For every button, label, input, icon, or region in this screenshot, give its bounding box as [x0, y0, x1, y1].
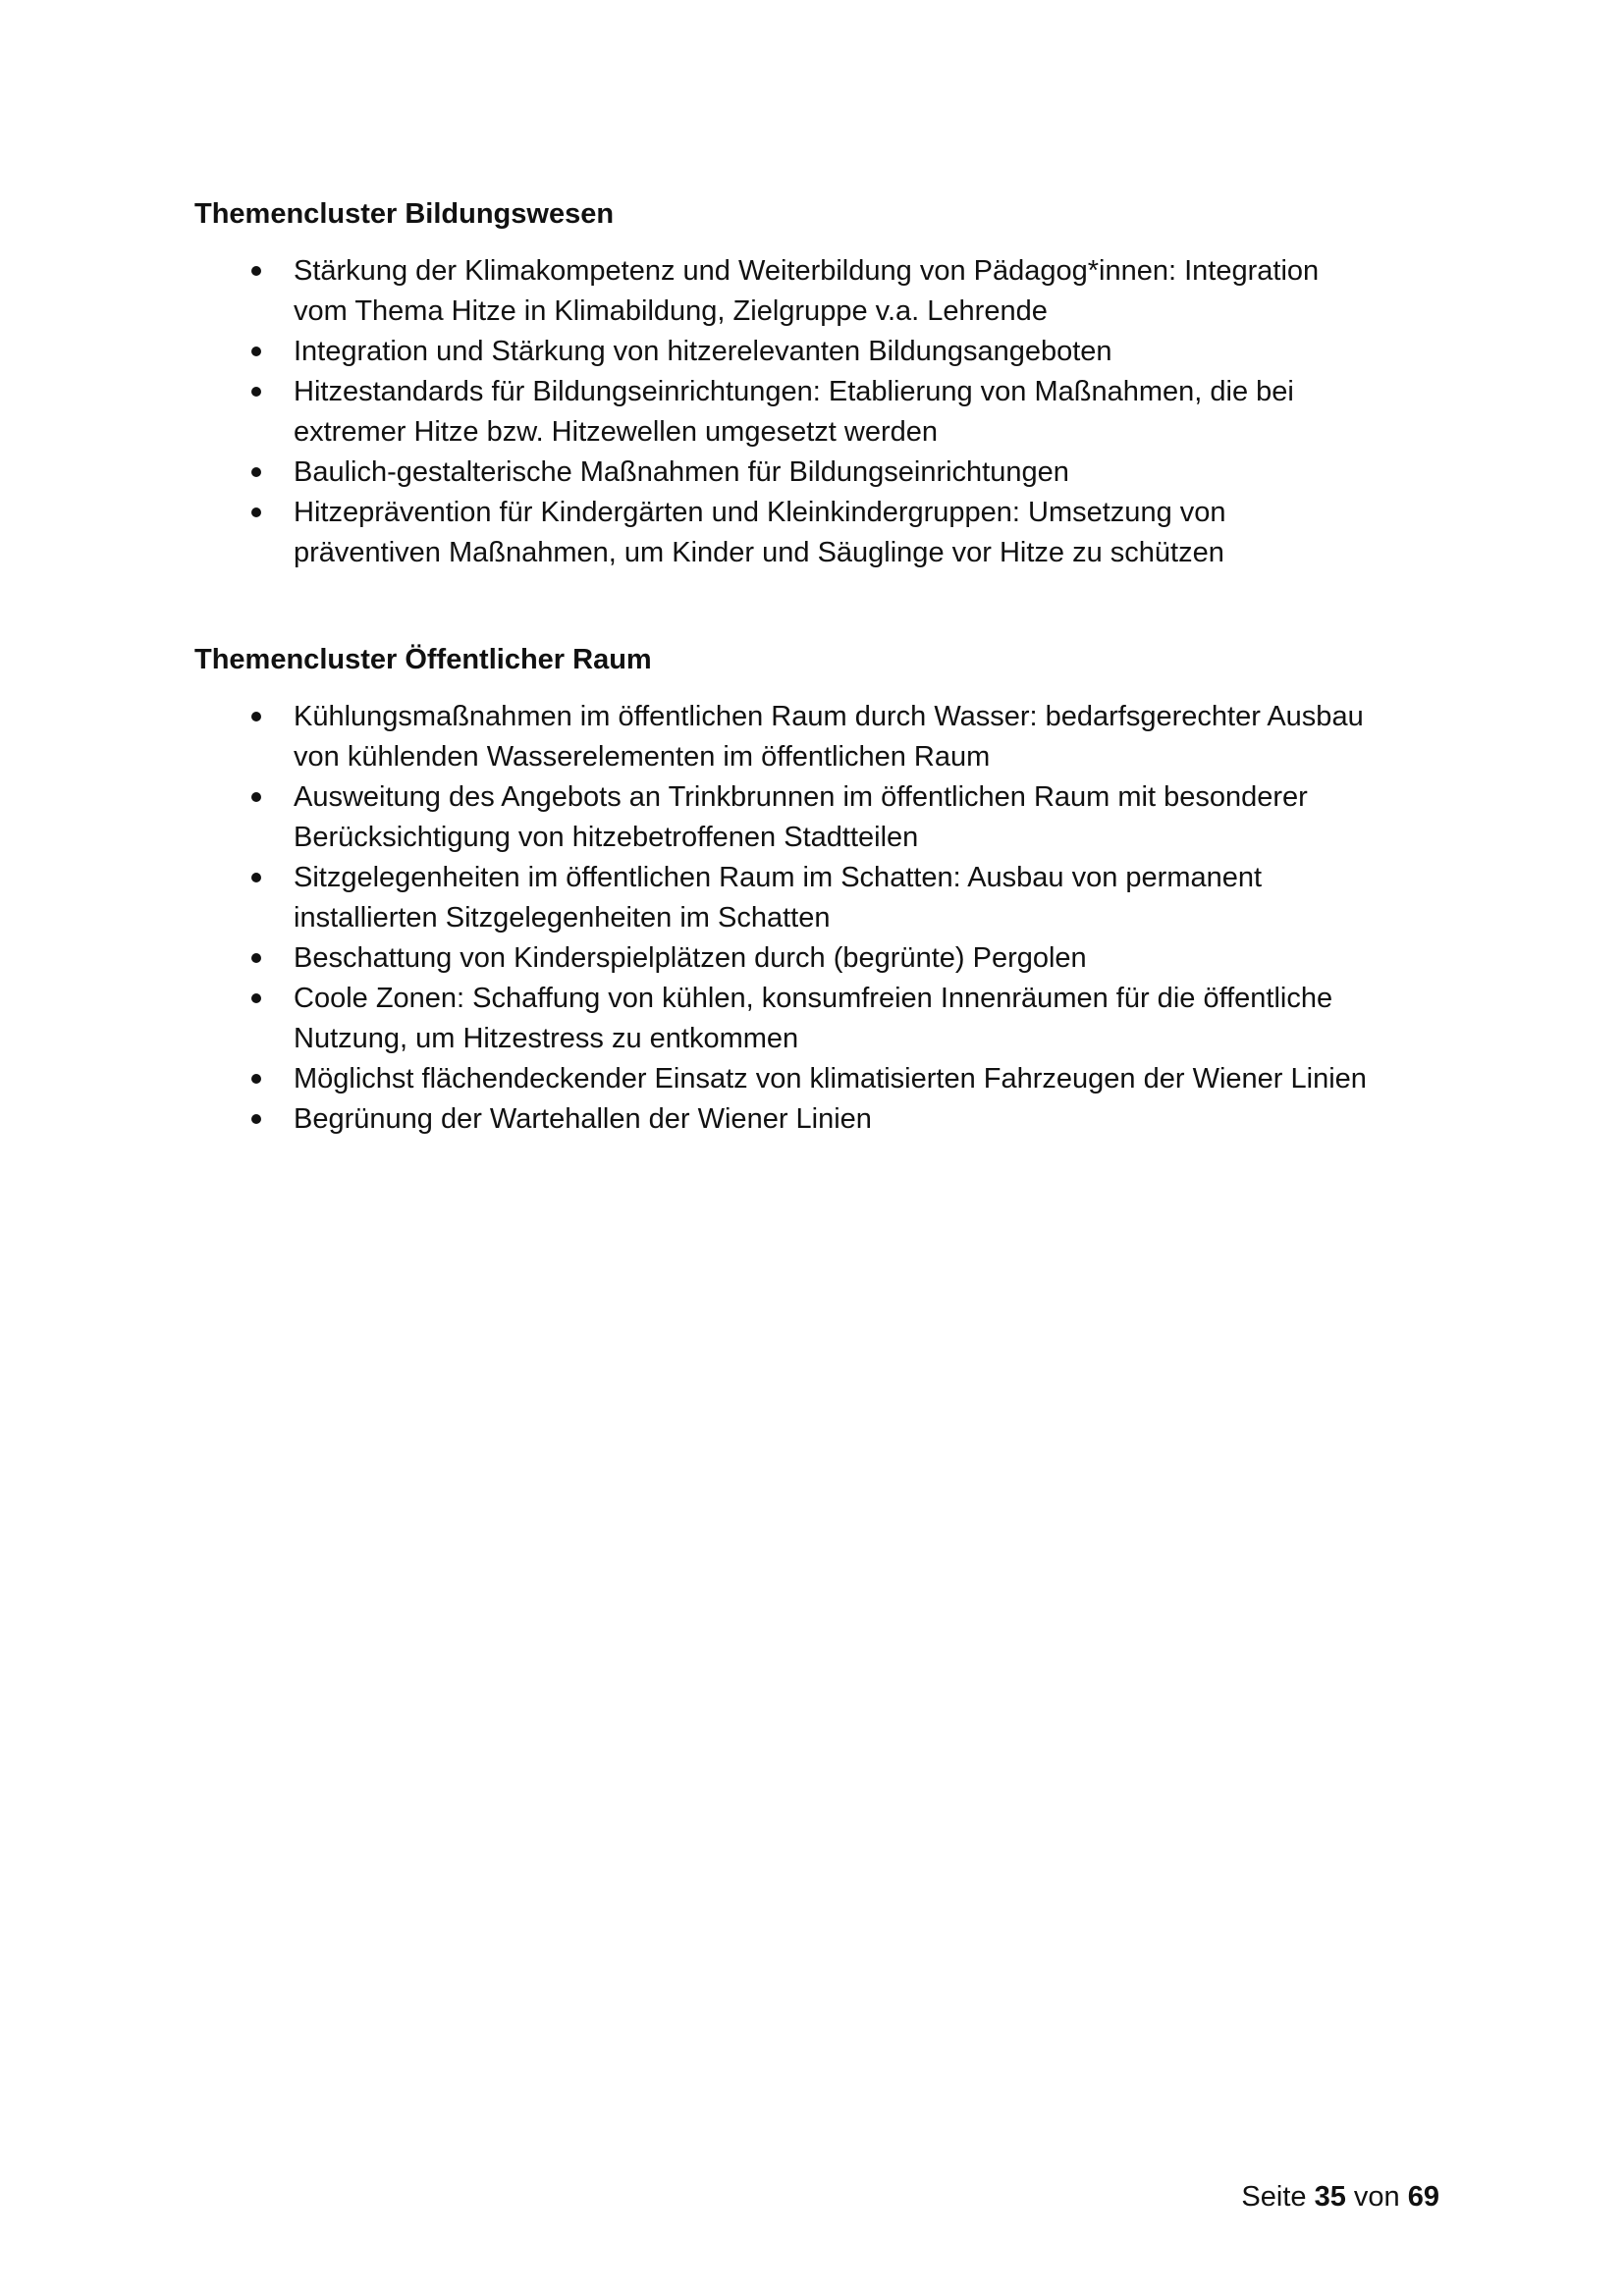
page-separator: von — [1353, 2181, 1400, 2213]
list-item-text: Sitzgelegenheiten im öffentlichen Raum im Schatten: Ausbau von permanent — [294, 862, 1263, 893]
list-item-text: Coole Zonen: Schaffung von kühlen, konsumfreien Innenräumen für die öffentliche — [294, 983, 1333, 1014]
list-item — [194, 1099, 1432, 1140]
section-title: Themencluster Öffentlicher Raum — [194, 644, 652, 675]
list-item-text: Möglichst flächendeckender Einsatz von klimatisierten Fahrzeugen der Wiener Linien — [294, 1063, 1367, 1095]
list-item — [194, 1059, 1432, 1099]
list-item — [194, 372, 1432, 453]
bullet-icon — [251, 1114, 261, 1124]
page-label: Seite — [1241, 2181, 1307, 2213]
list-item — [194, 697, 1432, 777]
bullet-list — [194, 251, 1432, 573]
list-item-text: Berücksichtigung von hitzebetroffenen Stadtteilen — [294, 822, 919, 853]
list-item-text: Hitzestandards für Bildungseinrichtungen: Etablierung von Maßnahmen, die bei — [294, 376, 1294, 407]
list-item — [194, 858, 1432, 938]
bullet-icon — [251, 387, 261, 397]
list-item-text: Begrünung der Wartehallen der Wiener Linien — [294, 1103, 872, 1135]
list-item-text: Hitzeprävention für Kindergärten und Kleinkindergruppen: Umsetzung von — [294, 497, 1226, 528]
bullet-icon — [251, 467, 261, 477]
list-item-text: Beschattung von Kinderspielplätzen durch (begrünte) Pergolen — [294, 942, 1087, 974]
list-item-text: Baulich-gestalterische Maßnahmen für Bildungseinrichtungen — [294, 456, 1069, 488]
list-item-text: vom Thema Hitze in Klimabildung, Zielgruppe v.a. Lehrende — [294, 295, 1048, 327]
section-oeffentlicher-raum — [194, 640, 1432, 1140]
list-item-text: extremer Hitze bzw. Hitzewellen umgesetzt werden — [294, 416, 938, 448]
bullet-icon — [251, 993, 261, 1003]
list-item-text: Ausweitung des Angebots an Trinkbrunnen im öffentlichen Raum mit besonderer — [294, 781, 1308, 813]
list-item-text: Nutzung, um Hitzestress zu entkommen — [294, 1023, 799, 1054]
page-number-footer — [1241, 2177, 1439, 2217]
total-page-count: 69 — [1407, 2181, 1439, 2213]
section-title: Themencluster Bildungswesen — [194, 198, 615, 230]
bullet-icon — [251, 266, 261, 276]
bullet-icon — [251, 792, 261, 802]
bullet-icon — [251, 347, 261, 356]
bullet-icon — [251, 953, 261, 963]
list-item-text: präventiven Maßnahmen, um Kinder und Säuglinge vor Hitze zu schützen — [294, 537, 1224, 568]
list-item — [194, 979, 1432, 1059]
list-item — [194, 938, 1432, 979]
bullet-icon — [251, 1074, 261, 1084]
list-item-text: Integration und Stärkung von hitzerelevanten Bildungsangeboten — [294, 336, 1112, 367]
list-item — [194, 251, 1432, 332]
list-item-text: installierten Sitzgelegenheiten im Schatten — [294, 902, 831, 934]
bullet-icon — [251, 873, 261, 882]
list-item — [194, 453, 1432, 493]
list-item-text: von kühlenden Wasserelementen im öffentlichen Raum — [294, 741, 991, 773]
section-bildungswesen — [194, 194, 1432, 573]
current-page-number: 35 — [1314, 2181, 1346, 2213]
list-item-text: Kühlungsmaßnahmen im öffentlichen Raum durch Wasser: bedarfsgerechter Ausbau — [294, 701, 1364, 732]
bullet-icon — [251, 712, 261, 721]
bullet-icon — [251, 507, 261, 517]
list-item — [194, 493, 1432, 573]
list-item-text: Stärkung der Klimakompetenz und Weiterbildung von Pädagog*innen: Integration — [294, 255, 1320, 287]
list-item — [194, 777, 1432, 858]
bullet-list — [194, 697, 1432, 1140]
list-item — [194, 332, 1432, 372]
